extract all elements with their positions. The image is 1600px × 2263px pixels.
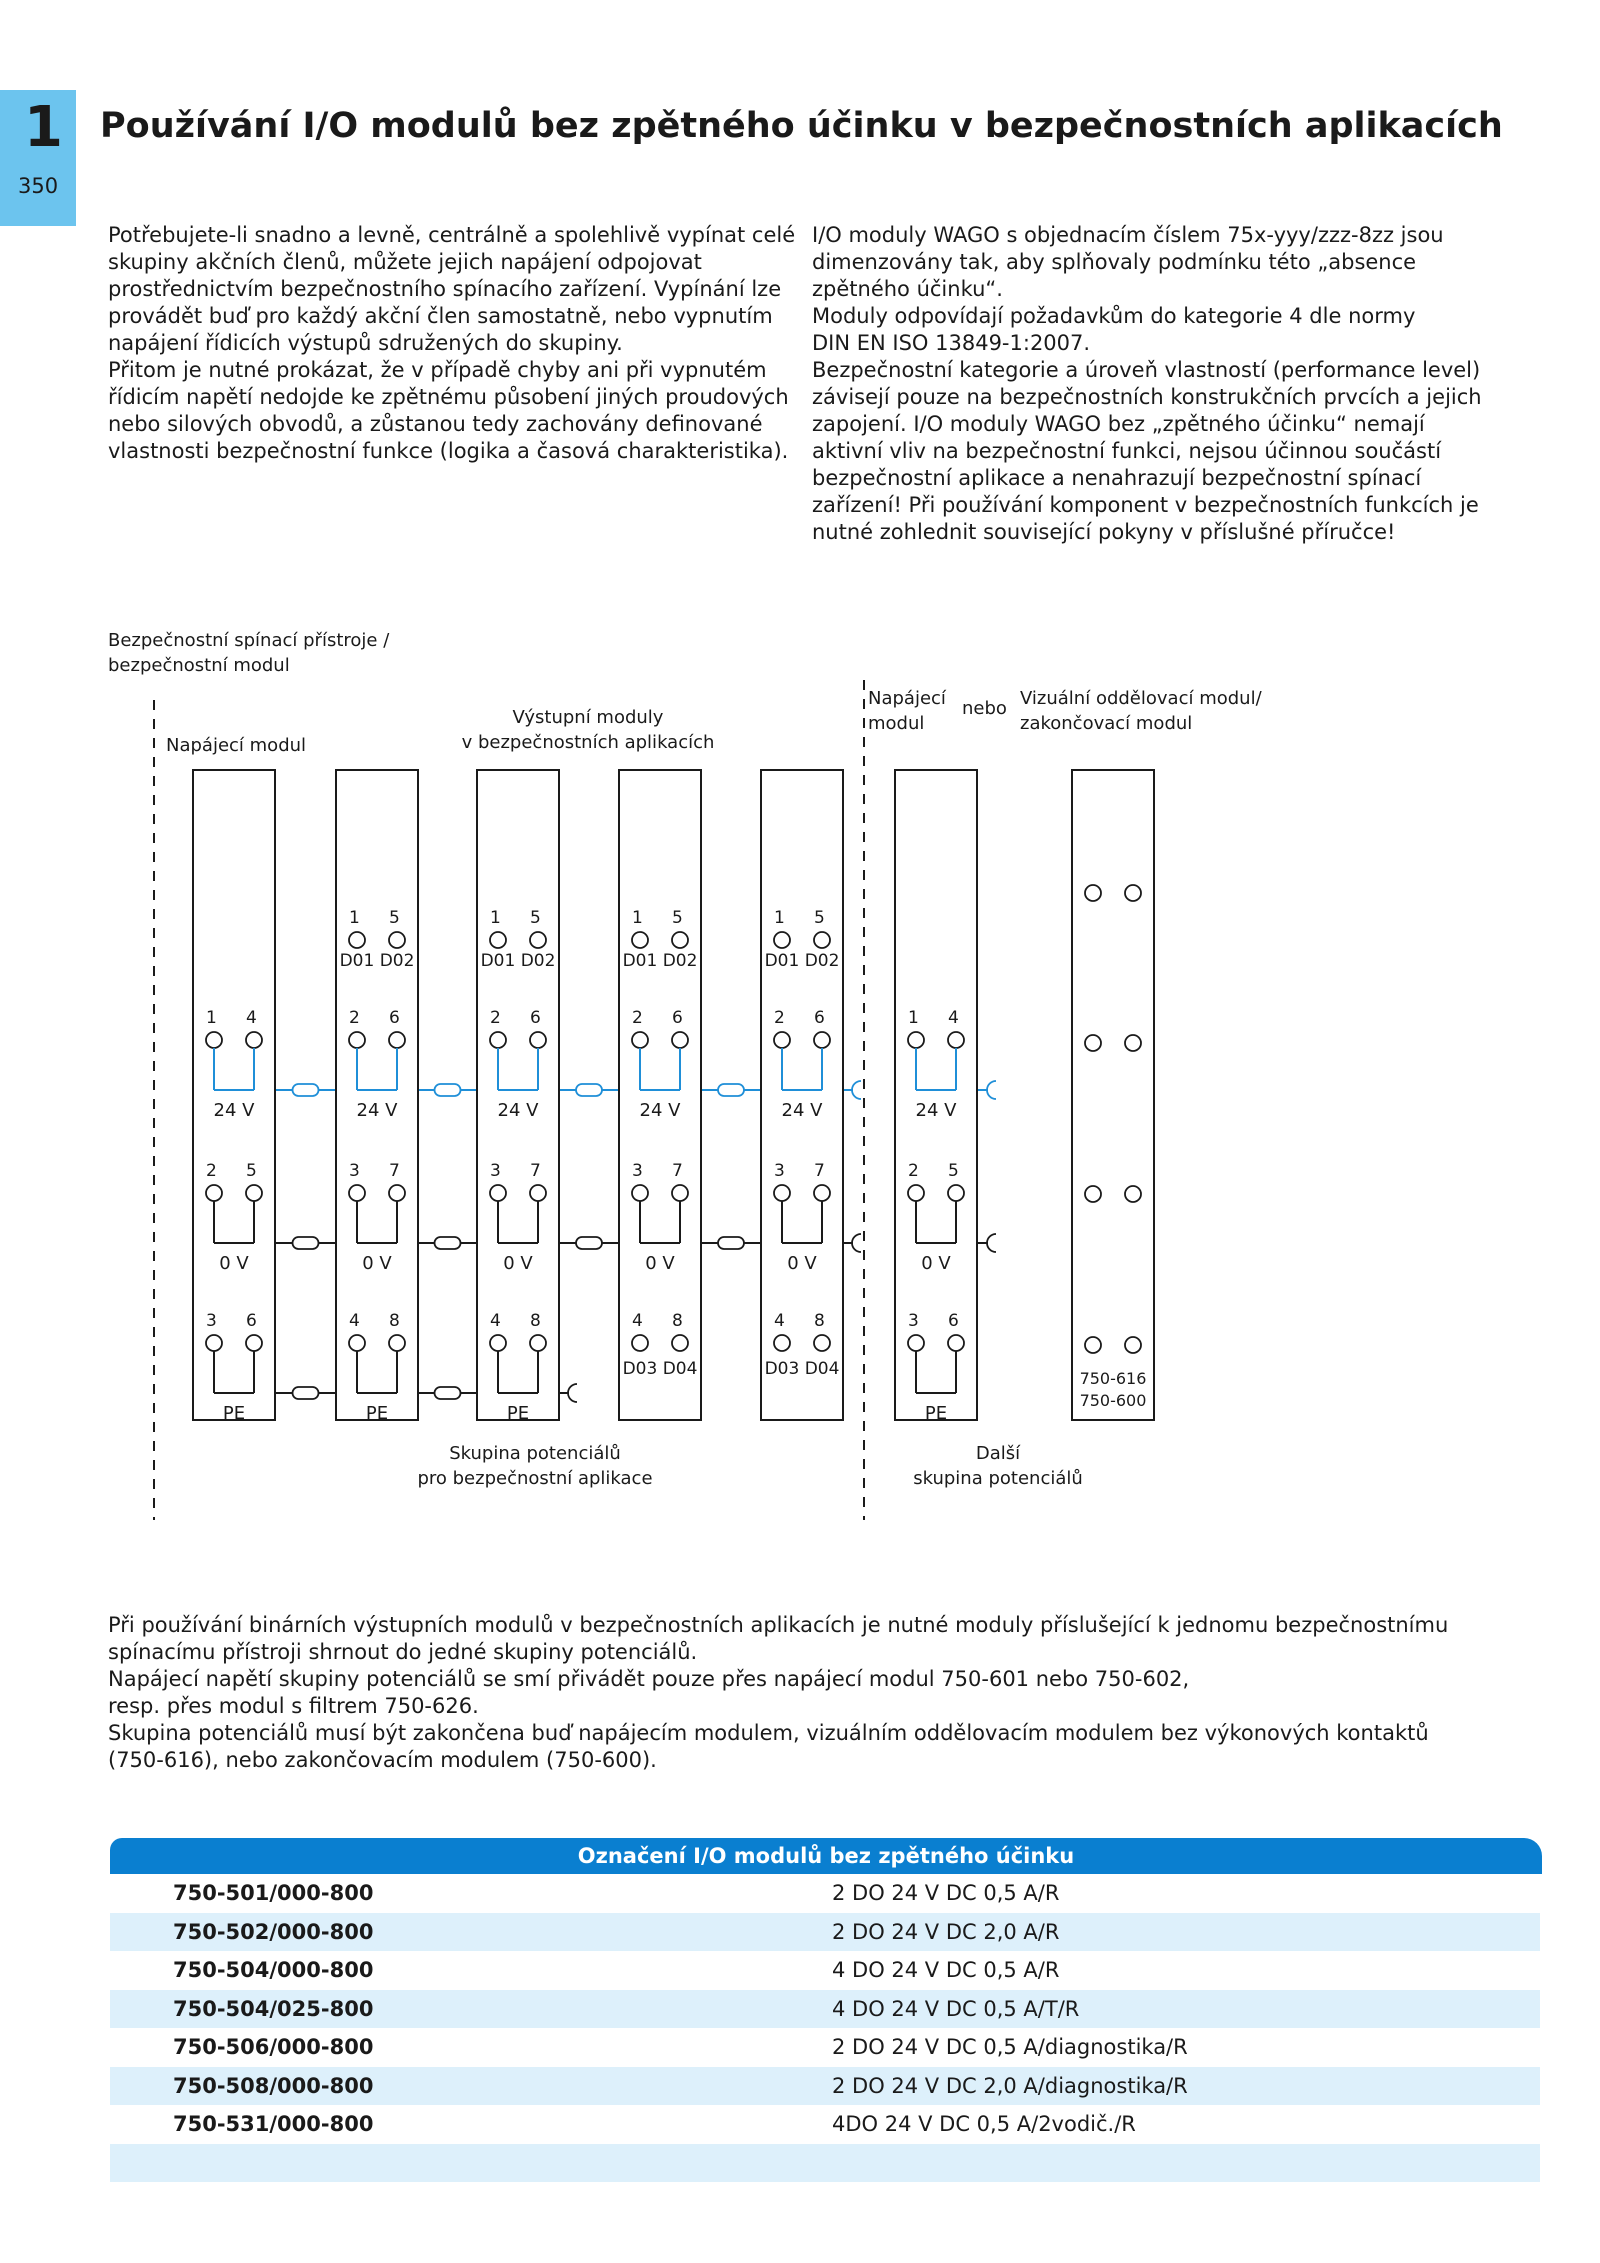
- end-module-contact: [1125, 1186, 1141, 1202]
- terminal-contact: [389, 1185, 405, 1201]
- terminal-contact: [814, 1032, 830, 1048]
- pin-number: 7: [814, 1161, 825, 1181]
- terminal-contact: [774, 1032, 790, 1048]
- terminal-contact: [672, 932, 688, 948]
- terminal-contact: [672, 1185, 688, 1201]
- terminal-contact: [389, 1335, 405, 1351]
- pin-number: 3: [908, 1311, 919, 1331]
- end-module-contact: [1125, 885, 1141, 901]
- terminal-contact: [672, 1032, 688, 1048]
- module-description: 4DO 24 V DC 0,5 A/2vodič./R: [832, 2112, 1136, 2136]
- page-title: Používání I/O modulů bez zpětného účinku v bezpečnostních aplikacích: [100, 106, 1503, 146]
- do-label: D01 D02: [622, 951, 698, 971]
- terminal-contact: [349, 1335, 365, 1351]
- pin-number: 6: [530, 1008, 541, 1028]
- table-header: Označení I/O modulů bez zpětného účinku: [110, 1838, 1542, 1874]
- table-row: [110, 1913, 1540, 1951]
- pin-number: 7: [672, 1161, 683, 1181]
- terminal-contact: [530, 1335, 546, 1351]
- bottom-text: [108, 1612, 1448, 1774]
- bottom-text-line: resp. přes modul s filtrem 750-626.: [108, 1694, 479, 1718]
- bottom-text-line: (750-616), nebo zakončovacím modulem (750-600).: [108, 1748, 657, 1772]
- pin-number: 8: [389, 1311, 400, 1331]
- label-pe: PE: [506, 1403, 530, 1424]
- module-description: 4 DO 24 V DC 0,5 A/T/R: [832, 1996, 1080, 2021]
- pin-number: 7: [389, 1161, 400, 1181]
- pin-number: 8: [530, 1311, 541, 1331]
- intro-right-line: bezpečnostní aplikace a nenahrazují bezpečnostní spínací: [812, 466, 1422, 490]
- terminal-contact: [774, 1185, 790, 1201]
- intro-left-line: vlastnosti bezpečnostní funkce (logika a časová charakteristika).: [108, 439, 789, 463]
- pin-number: 4: [948, 1008, 959, 1028]
- do-label: D01 D02: [764, 951, 840, 971]
- intro-right-line: zapojení. I/O moduly WAGO bez „zpětného účinku“ nemají: [812, 412, 1425, 436]
- terminal-contact: [246, 1335, 262, 1351]
- terminal-contact: [349, 1185, 365, 1201]
- end-module: [1072, 770, 1154, 1420]
- module-code: 750-531/000-800: [173, 2112, 374, 2136]
- label-24v: 24 V: [781, 1100, 823, 1121]
- pin-number: 2: [774, 1008, 785, 1028]
- terminal-contact: [490, 1185, 506, 1201]
- intro-right-line: DIN EN ISO 13849-1:2007.: [812, 331, 1091, 355]
- label-group: pro bezpečnostní aplikace: [417, 1468, 653, 1489]
- terminal-contact: [814, 932, 830, 948]
- intro-right-line: I/O moduly WAGO s objednacím číslem 75x-yyy/zzz-8zz jsou: [812, 223, 1444, 247]
- pin-number: 4: [774, 1311, 785, 1331]
- terminal-contact: [530, 932, 546, 948]
- terminal-contact: [206, 1032, 222, 1048]
- module-code: 750-501/000-800: [173, 1881, 374, 1905]
- intro-right-line: aktivní vliv na bezpečnostní funkci, nejsou účinnou součástí: [812, 439, 1442, 463]
- label-24v: 24 V: [213, 1100, 255, 1121]
- terminal-contact: [389, 932, 405, 948]
- pin-number: 2: [206, 1161, 217, 1181]
- terminal-contact: [774, 932, 790, 948]
- label-24v: 24 V: [915, 1100, 957, 1121]
- intro-right-line: nutné zohlednit související pokyny v příslušné příručce!: [812, 520, 1396, 544]
- pin-number: 3: [206, 1311, 217, 1331]
- terminal-contact: [490, 1335, 506, 1351]
- terminal-contact: [908, 1185, 924, 1201]
- terminal-contact: [814, 1185, 830, 1201]
- intro-right-column: [812, 222, 1482, 546]
- table-row: [110, 2028, 1540, 2066]
- label-output-modules: v bezpečnostních aplikacích: [461, 732, 715, 753]
- label-pe: PE: [924, 1403, 948, 1424]
- module-description: 2 DO 24 V DC 0,5 A/R: [832, 1881, 1060, 1905]
- label-0v: 0 V: [503, 1253, 533, 1274]
- intro-right-line: zařízení! Při používání komponent v bezpečnostních funkcích je: [812, 493, 1479, 517]
- intro-left-line: Potřebujete-li snadno a levně, centrálně a spolehlivě vypínat celé: [108, 223, 796, 247]
- label-24v: 24 V: [639, 1100, 681, 1121]
- label-0v: 0 V: [219, 1253, 249, 1274]
- terminal-contact: [349, 932, 365, 948]
- intro-left-line: provádět buď pro každý akční člen samostatně, nebo vypnutím: [108, 304, 773, 328]
- module-description: 2 DO 24 V DC 0,5 A/diagnostika/R: [832, 2035, 1188, 2059]
- module-code: 750-506/000-800: [173, 2035, 374, 2059]
- do-label: D01 D02: [339, 951, 415, 971]
- module-code: 750-504/000-800: [173, 1958, 374, 1982]
- pin-number: 1: [774, 908, 785, 928]
- pin-number: 2: [349, 1008, 360, 1028]
- label-pe: PE: [365, 1403, 389, 1424]
- pin-number: 1: [349, 908, 360, 928]
- page-number: 350: [18, 174, 59, 198]
- wiring-diagram: [0, 620, 1600, 1550]
- terminal-contact: [814, 1335, 830, 1351]
- terminal-contact: [490, 932, 506, 948]
- rail-connector: [435, 1084, 461, 1096]
- pin-number: 4: [246, 1008, 257, 1028]
- intro-left-line: napájení řídicích výstupů sdružených do skupiny.: [108, 331, 623, 355]
- intro-left-line: řídicím napětí nedojde ke zpětnému působení jiných proudových: [108, 385, 789, 409]
- intro-left-line: prostřednictvím bezpečnostního spínacího zařízení. Vypínání lze: [108, 277, 782, 301]
- rail-connector: [576, 1084, 602, 1096]
- pin-number: 8: [672, 1311, 683, 1331]
- pin-number: 2: [632, 1008, 643, 1028]
- module-code: 750-508/000-800: [173, 2073, 374, 2098]
- label-0v: 0 V: [362, 1253, 392, 1274]
- pin-number: 5: [246, 1161, 257, 1181]
- pin-number: 5: [814, 908, 825, 928]
- pin-number: 2: [490, 1008, 501, 1028]
- bottom-text-line: Skupina potenciálů musí být zakončena buď napájecím modulem, vizuálním oddělovacím modulem bez výkonových kontaktů: [108, 1721, 1429, 1745]
- table-row: [110, 1951, 1540, 1989]
- table-row: [110, 2067, 1540, 2105]
- end-module-code: 750-616: [1079, 1369, 1147, 1388]
- label-0v: 0 V: [921, 1253, 951, 1274]
- rail-end-contact: [987, 1234, 996, 1252]
- intro-right-line: zpětného účinku“.: [812, 277, 1003, 301]
- terminal-contact: [632, 932, 648, 948]
- intro-right-line: Bezpečnostní kategorie a úroveň vlastností (performance level): [812, 358, 1481, 382]
- pin-number: 6: [672, 1008, 683, 1028]
- intro-left-line: Přitom je nutné prokázat, že v případě chyby ani při vypnutém: [108, 358, 767, 382]
- terminal-contact: [632, 1335, 648, 1351]
- pin-number: 1: [632, 908, 643, 928]
- end-module-contact: [1085, 1035, 1101, 1051]
- rail-end-contact: [852, 1081, 861, 1099]
- pin-number: 7: [530, 1161, 541, 1181]
- label-or: nebo: [962, 698, 1007, 719]
- rail-connector: [293, 1387, 319, 1399]
- terminal-contact: [530, 1032, 546, 1048]
- pin-number: 3: [774, 1161, 785, 1181]
- terminal-contact: [672, 1335, 688, 1351]
- table-row: [110, 2144, 1540, 2182]
- pin-number: 6: [948, 1311, 959, 1331]
- pin-number: 4: [349, 1311, 360, 1331]
- terminal-contact: [246, 1185, 262, 1201]
- terminal-contact: [908, 1335, 924, 1351]
- terminal-contact: [948, 1032, 964, 1048]
- pin-number: 6: [246, 1311, 257, 1331]
- pin-number: 6: [814, 1008, 825, 1028]
- do-label: D03 D04: [622, 1359, 698, 1379]
- rail-connector: [718, 1084, 744, 1096]
- end-module-contact: [1085, 1337, 1101, 1353]
- terminal-contact: [908, 1032, 924, 1048]
- rail-end-contact: [987, 1081, 996, 1099]
- table-row: [110, 2105, 1540, 2143]
- label-supply-short: Napájecí: [868, 688, 946, 709]
- terminal-contact: [206, 1335, 222, 1351]
- rail-connector: [293, 1237, 319, 1249]
- label-group: Skupina potenciálů: [449, 1443, 621, 1464]
- intro-right-line: Moduly odpovídají požadavkům do kategorie 4 dle normy: [812, 304, 1416, 328]
- pin-number: 4: [490, 1311, 501, 1331]
- table-row: [110, 1874, 1540, 1912]
- intro-right-line: závisejí pouze na bezpečnostních konstrukčních prvcích a jejich: [812, 385, 1482, 409]
- label-next-group: Další: [975, 1443, 1021, 1464]
- rail-connector: [293, 1084, 319, 1096]
- pin-number: 3: [490, 1161, 501, 1181]
- label-0v: 0 V: [645, 1253, 675, 1274]
- label-supply-short: modul: [868, 713, 925, 734]
- label-visual-module: Vizuální oddělovací modul/: [1020, 688, 1262, 709]
- pin-number: 3: [349, 1161, 360, 1181]
- pin-number: 4: [632, 1311, 643, 1331]
- label-pe: PE: [222, 1403, 246, 1424]
- pin-number: 6: [389, 1008, 400, 1028]
- terminal-contact: [389, 1032, 405, 1048]
- label-24v: 24 V: [356, 1100, 398, 1121]
- label-0v: 0 V: [787, 1253, 817, 1274]
- module-description: 2 DO 24 V DC 2,0 A/R: [832, 1919, 1060, 1944]
- end-module-code: 750-600: [1079, 1391, 1147, 1410]
- label-24v: 24 V: [497, 1100, 539, 1121]
- module-description: 4 DO 24 V DC 0,5 A/R: [832, 1958, 1060, 1982]
- module-code: 750-502/000-800: [173, 1919, 374, 1944]
- pin-number: 5: [948, 1161, 959, 1181]
- intro-left-line: nebo silových obvodů, a zůstanou tedy zachovány definované: [108, 412, 763, 436]
- intro-right-line: dimenzovány tak, aby splňovaly podmínku této „absence: [812, 250, 1417, 274]
- pin-number: 1: [908, 1008, 919, 1028]
- end-module-contact: [1125, 1337, 1141, 1353]
- end-module-contact: [1125, 1035, 1141, 1051]
- module-code: 750-504/025-800: [173, 1996, 374, 2021]
- do-label: D03 D04: [764, 1359, 840, 1379]
- label-output-modules: Výstupní moduly: [512, 707, 664, 728]
- pin-number: 3: [632, 1161, 643, 1181]
- terminal-contact: [206, 1185, 222, 1201]
- label-next-group: skupina potenciálů: [913, 1468, 1083, 1489]
- terminal-contact: [948, 1335, 964, 1351]
- bottom-text-line: spínacímu přístroji shrnout do jedné skupiny potenciálů.: [108, 1640, 698, 1664]
- end-module-contact: [1085, 885, 1101, 901]
- terminal-contact: [530, 1185, 546, 1201]
- end-module-contact: [1085, 1186, 1101, 1202]
- terminal-contact: [632, 1032, 648, 1048]
- terminal-contact: [632, 1185, 648, 1201]
- pin-number: 8: [814, 1311, 825, 1331]
- label-supply-module: Napájecí modul: [166, 735, 307, 756]
- module-description: 2 DO 24 V DC 2,0 A/diagnostika/R: [832, 2073, 1188, 2098]
- pin-number: 5: [530, 908, 541, 928]
- terminal-contact: [948, 1185, 964, 1201]
- bottom-text-line: Při používání binárních výstupních modulů v bezpečnostních aplikacích je nutné moduly příslušející k jednomu bezpečnostnímu: [108, 1613, 1449, 1637]
- chapter-number: 1: [24, 95, 63, 160]
- do-label: D01 D02: [480, 951, 556, 971]
- rail-connector: [576, 1237, 602, 1249]
- pin-number: 5: [389, 908, 400, 928]
- rail-connector: [435, 1387, 461, 1399]
- terminal-contact: [774, 1335, 790, 1351]
- pin-number: 1: [490, 908, 501, 928]
- rail-end-contact: [852, 1234, 861, 1252]
- terminal-contact: [246, 1032, 262, 1048]
- rail-connector: [435, 1237, 461, 1249]
- rail-connector: [718, 1237, 744, 1249]
- label-visual-module: zakončovací modul: [1020, 713, 1193, 734]
- intro-left-line: skupiny akčních členů, můžete jejich napájení odpojovat: [108, 250, 702, 274]
- terminal-contact: [349, 1032, 365, 1048]
- intro-left-column: [108, 222, 795, 465]
- table-row: [110, 1990, 1540, 2028]
- pin-number: 5: [672, 908, 683, 928]
- pin-number: 1: [206, 1008, 217, 1028]
- pin-number: 2: [908, 1161, 919, 1181]
- rail-end-contact: [568, 1384, 577, 1402]
- label-safety-device: bezpečnostní modul: [108, 655, 290, 676]
- label-safety-device: Bezpečnostní spínací přístroje /: [108, 630, 390, 651]
- bottom-text-line: Napájecí napětí skupiny potenciálů se smí přivádět pouze přes napájecí modul 750-601 nebo 750-602,: [108, 1667, 1190, 1691]
- terminal-contact: [490, 1032, 506, 1048]
